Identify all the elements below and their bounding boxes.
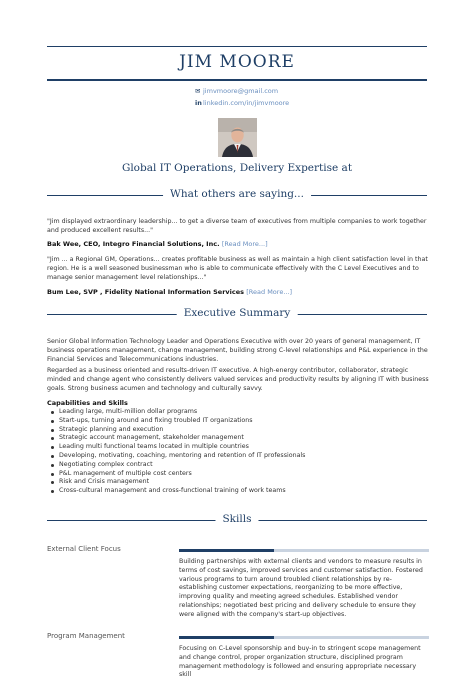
skill-level-bar-2 <box>179 636 429 639</box>
headline: Global IT Operations, Delivery Expertise at <box>121 162 353 174</box>
email-row[interactable] <box>195 87 278 95</box>
read-more-link-2[interactable]: [Read More...] <box>246 288 293 296</box>
testimonial-quote-1: "Jim displayed extraordinary leadership... to get a diverse team of executives from multiple companies to work together and produced excellent results..." <box>47 218 427 234</box>
testimonial-author-2 <box>47 288 292 296</box>
skills-heading <box>47 513 427 527</box>
skill-name-2: Program Management <box>47 632 125 640</box>
summary-paragraph-2: Regarded as a business oriented and results-driven IT executive. A high-energy contributor, collaborator, strategic minded and change agent who consistently delivers valued services and productivity results by aligning IT with business goals. Strong business acumen and technology and culturally savvy. <box>47 367 429 392</box>
summary-paragraph-1: Senior Global Information Technology Leader and Operations Executive with over 20 years of general management, IT business operations management, change management, building strong C-level relationships and P&L experience in the Financial Services and Telecommunications industries. <box>47 338 428 363</box>
list-item: Leading multi functional teams located in multiple countries <box>50 443 420 452</box>
testimonials-heading <box>47 188 427 202</box>
skill-level-bar-1 <box>179 549 429 552</box>
testimonials-title: What others are saying... <box>163 188 311 200</box>
skill-level-fill-1 <box>179 549 274 552</box>
capabilities-title: Capabilities and Skills <box>47 399 128 407</box>
testimonial-author-name-1: Bak Wee, CEO, Integro Financial Solutions, Inc. <box>47 240 220 248</box>
linkedin-link[interactable]: linkedin.com/in/jimvmoore <box>203 99 290 107</box>
list-item: Start-ups, turning around and fixing troubled IT organizations <box>50 417 420 426</box>
read-more-link-1[interactable]: [Read More...] <box>221 240 268 248</box>
list-item: Strategic planning and execution <box>50 426 420 435</box>
name-underline <box>47 79 427 81</box>
skill-description-2: Focusing on C-Level sponsorship and buy-in to stringent scope management and change control, proper organization structure, disciplined program management methodology is followed and ensuring appropriate necessary skill <box>179 645 421 679</box>
top-rule <box>47 46 427 47</box>
list-item: Cross-cultural management and cross-functional training of work teams <box>50 487 420 496</box>
list-item: Strategic account management, stakeholder management <box>50 434 420 443</box>
candidate-name: JIM MOORE <box>179 52 295 72</box>
list-item: Negotiating complex contract <box>50 461 420 470</box>
capabilities-list <box>50 408 420 496</box>
avatar <box>218 118 257 157</box>
list-item: Risk and Crisis management <box>50 478 420 487</box>
skill-name-1: External Client Focus <box>47 545 121 553</box>
list-item: Leading large, multi-million dollar programs <box>50 408 420 417</box>
list-item: Developing, motivating, coaching, mentoring and retention of IT professionals <box>50 452 420 461</box>
linkedin-icon: in <box>195 99 202 107</box>
list-item: P&L management of multiple cost centers <box>50 470 420 479</box>
testimonial-author-name-2: Bum Lee, SVP , Fidelity National Information Services <box>47 288 244 296</box>
summary-title: Executive Summary <box>177 307 298 319</box>
mail-icon: ✉ <box>195 87 201 95</box>
testimonial-quote-2: "Jim ... a Regional GM, Operations... creates profitable business as well as maintain a high client satisfaction level in that region. He is a well seasoned businessman who is able to communicate effectively with the C Level Executives and to manage senior management level relationships..." <box>47 256 428 281</box>
linkedin-row[interactable] <box>195 99 289 107</box>
skill-description-1: Building partnerships with external clients and vendors to measure results in terms of cost savings, improved services and customer satisfaction. Fostered various programs to turn around troubled client relationships by re-establishing customer expectations, reorganizing to be more effective, improving quality and meeting agreed schedules. Established vendor relationships; negotiated best pricing and delivery schedule to ensure they were aligned with the company's start-up objectives. <box>179 558 423 618</box>
skill-level-fill-2 <box>179 636 274 639</box>
testimonial-author-1 <box>47 240 268 248</box>
skills-title: Skills <box>215 513 258 525</box>
email-link[interactable]: jimvmoore@gmail.com <box>203 87 279 95</box>
portrait-photo <box>218 118 257 157</box>
summary-heading <box>47 307 427 321</box>
